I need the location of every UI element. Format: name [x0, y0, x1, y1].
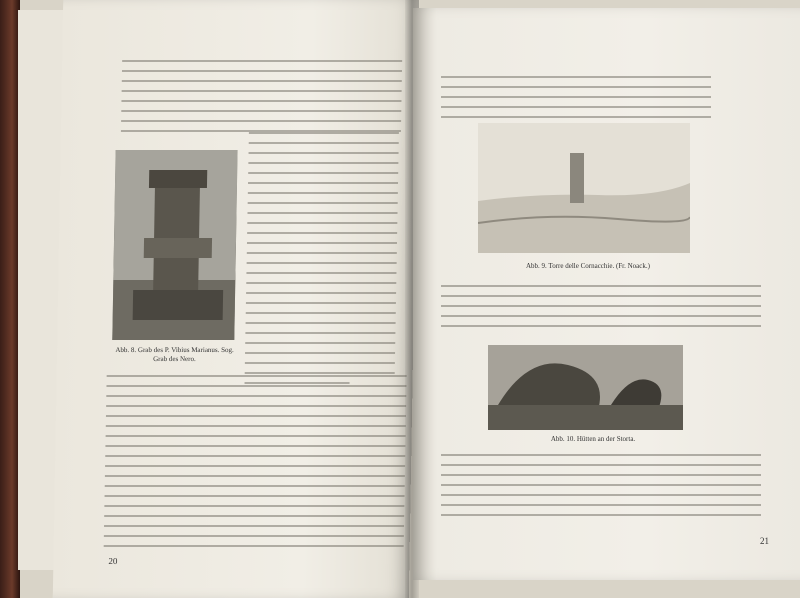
tomb-photo [112, 150, 237, 340]
left-page [53, 0, 419, 598]
left-page-number: 20 [108, 556, 118, 566]
right-text-middle [441, 285, 761, 335]
right-page-number: 21 [760, 536, 769, 546]
huts-photo [488, 345, 683, 430]
right-figure-caption-1: Abb. 9. Torre delle Cornacchie. (Fr. Noack.) [526, 262, 650, 270]
left-text-side [244, 132, 399, 392]
book-cover-edge [0, 0, 20, 598]
left-figure-caption: Abb. 8. Grab des P. Vibius Marianus. Sog. Grab des Nero. [115, 346, 234, 363]
left-text-top [121, 60, 402, 140]
left-text-bottom [104, 375, 407, 555]
tower-illustration [478, 123, 690, 253]
right-figure-caption-2: Abb. 10. Hütten an der Storta. [550, 435, 636, 443]
right-text-top [441, 76, 711, 126]
right-text-bottom [441, 454, 761, 524]
right-page [413, 8, 800, 580]
